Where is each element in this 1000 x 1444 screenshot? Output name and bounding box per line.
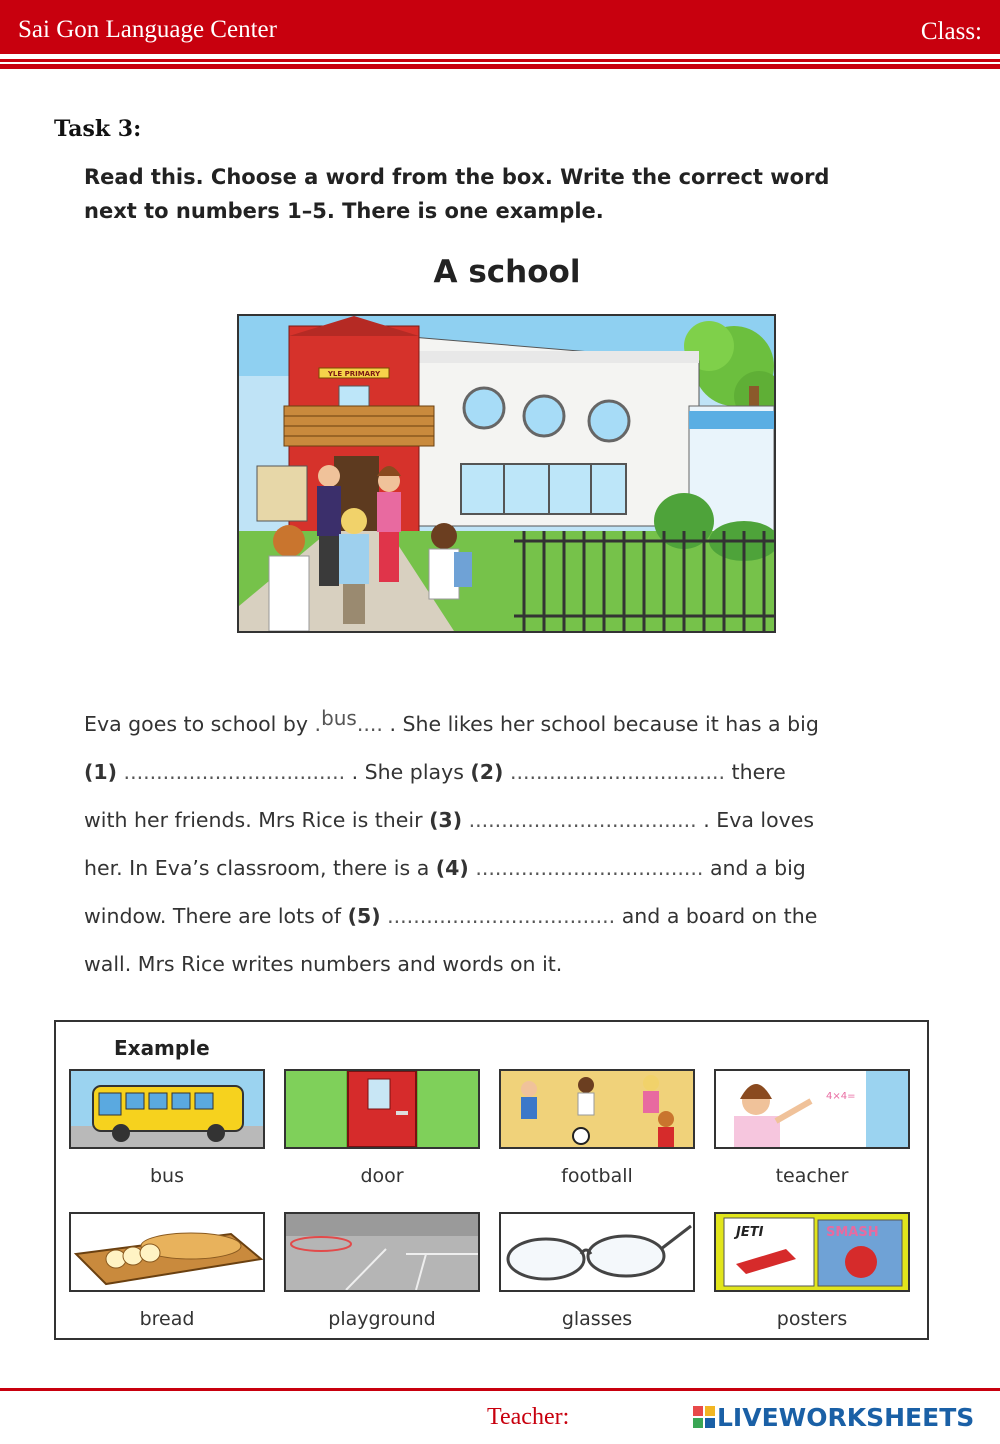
poster-text-1: JETI (736, 1225, 764, 1240)
word-door: door (360, 1165, 404, 1187)
passage-line-3 (84, 844, 934, 892)
footer-rule (0, 1388, 1000, 1391)
answer-blank-1[interactable]: .................................. (123, 760, 346, 784)
passage-text: . She likes her school because it has a big (389, 712, 819, 736)
passage-text: window. There are lots of (84, 904, 348, 928)
football-picture (499, 1069, 695, 1149)
word-bread: bread (139, 1308, 195, 1330)
passage-line-example (84, 700, 934, 748)
gap-number-5: (5) (347, 904, 381, 928)
example-answer: bus (321, 706, 357, 730)
posters-picture (714, 1212, 910, 1292)
example-label: Example (114, 1036, 210, 1060)
passage-text: . Eva loves (703, 808, 815, 832)
teacher-label: Teacher: (487, 1404, 570, 1430)
answer-blank-2[interactable]: ................................. (509, 760, 726, 784)
bread-picture (69, 1212, 265, 1292)
word-glasses: glasses (561, 1308, 633, 1330)
header-rule-thick (0, 64, 1000, 69)
word-box (54, 1020, 929, 1340)
instructions (84, 160, 924, 228)
passage-line-1 (84, 748, 934, 796)
reading-passage (84, 700, 934, 988)
gap-number-2: (2) (470, 760, 504, 784)
instruction-line-2: next to numbers 1–5. There is one example. (84, 199, 604, 223)
school-scene-image (237, 314, 776, 633)
class-label: Class: (920, 18, 982, 45)
liveworksheets-icon (693, 1406, 715, 1428)
school-sign-text: YLE PRIMARY (327, 370, 381, 378)
reading-title: A school (433, 254, 581, 290)
liveworksheets-logo[interactable] (693, 1403, 974, 1432)
example-answer-blank: .bus.... (314, 706, 383, 736)
passage-text: wall. Mrs Rice writes numbers and words on it. (84, 952, 563, 976)
passage-text: there (731, 760, 786, 784)
gap-number-4: (4) (435, 856, 469, 880)
passage-line-5 (84, 940, 934, 988)
word-teacher: teacher (775, 1165, 849, 1187)
header-rule-thin (0, 59, 1000, 62)
passage-text: and a board on the (621, 904, 818, 928)
passage-text: her. In Eva’s classroom, there is a (84, 856, 436, 880)
word-playground: playground (328, 1308, 436, 1330)
teacher-picture (714, 1069, 910, 1149)
word-football: football (561, 1165, 633, 1187)
board-text: 4×4= (826, 1091, 856, 1102)
playground-picture (284, 1212, 480, 1292)
bus-picture (69, 1069, 265, 1149)
gap-number-3: (3) (429, 808, 463, 832)
answer-blank-4[interactable]: ................................... (475, 856, 704, 880)
gap-number-1: (1) (84, 760, 118, 784)
passage-text: with her friends. Mrs Rice is their (84, 808, 430, 832)
word-bus: bus (149, 1165, 184, 1187)
passage-text: Eva goes to school by (84, 712, 315, 736)
passage-text: and a big (709, 856, 806, 880)
answer-blank-3[interactable]: ................................... (468, 808, 697, 832)
poster-text-2: SMASH (826, 1225, 879, 1240)
word-posters: posters (776, 1308, 848, 1330)
passage-line-2 (84, 796, 934, 844)
passage-text: . She plays (351, 760, 471, 784)
door-picture (284, 1069, 480, 1149)
liveworksheets-text: LIVEWORKSHEETS (717, 1403, 975, 1432)
task-title: Task 3: (54, 116, 142, 142)
center-name: Sai Gon Language Center (18, 16, 277, 43)
passage-line-4 (84, 892, 934, 940)
answer-blank-5[interactable]: ................................... (387, 904, 616, 928)
instruction-line-1: Read this. Choose a word from the box. Write the correct word (84, 165, 830, 189)
header-bar (0, 0, 1000, 54)
glasses-picture (499, 1212, 695, 1292)
